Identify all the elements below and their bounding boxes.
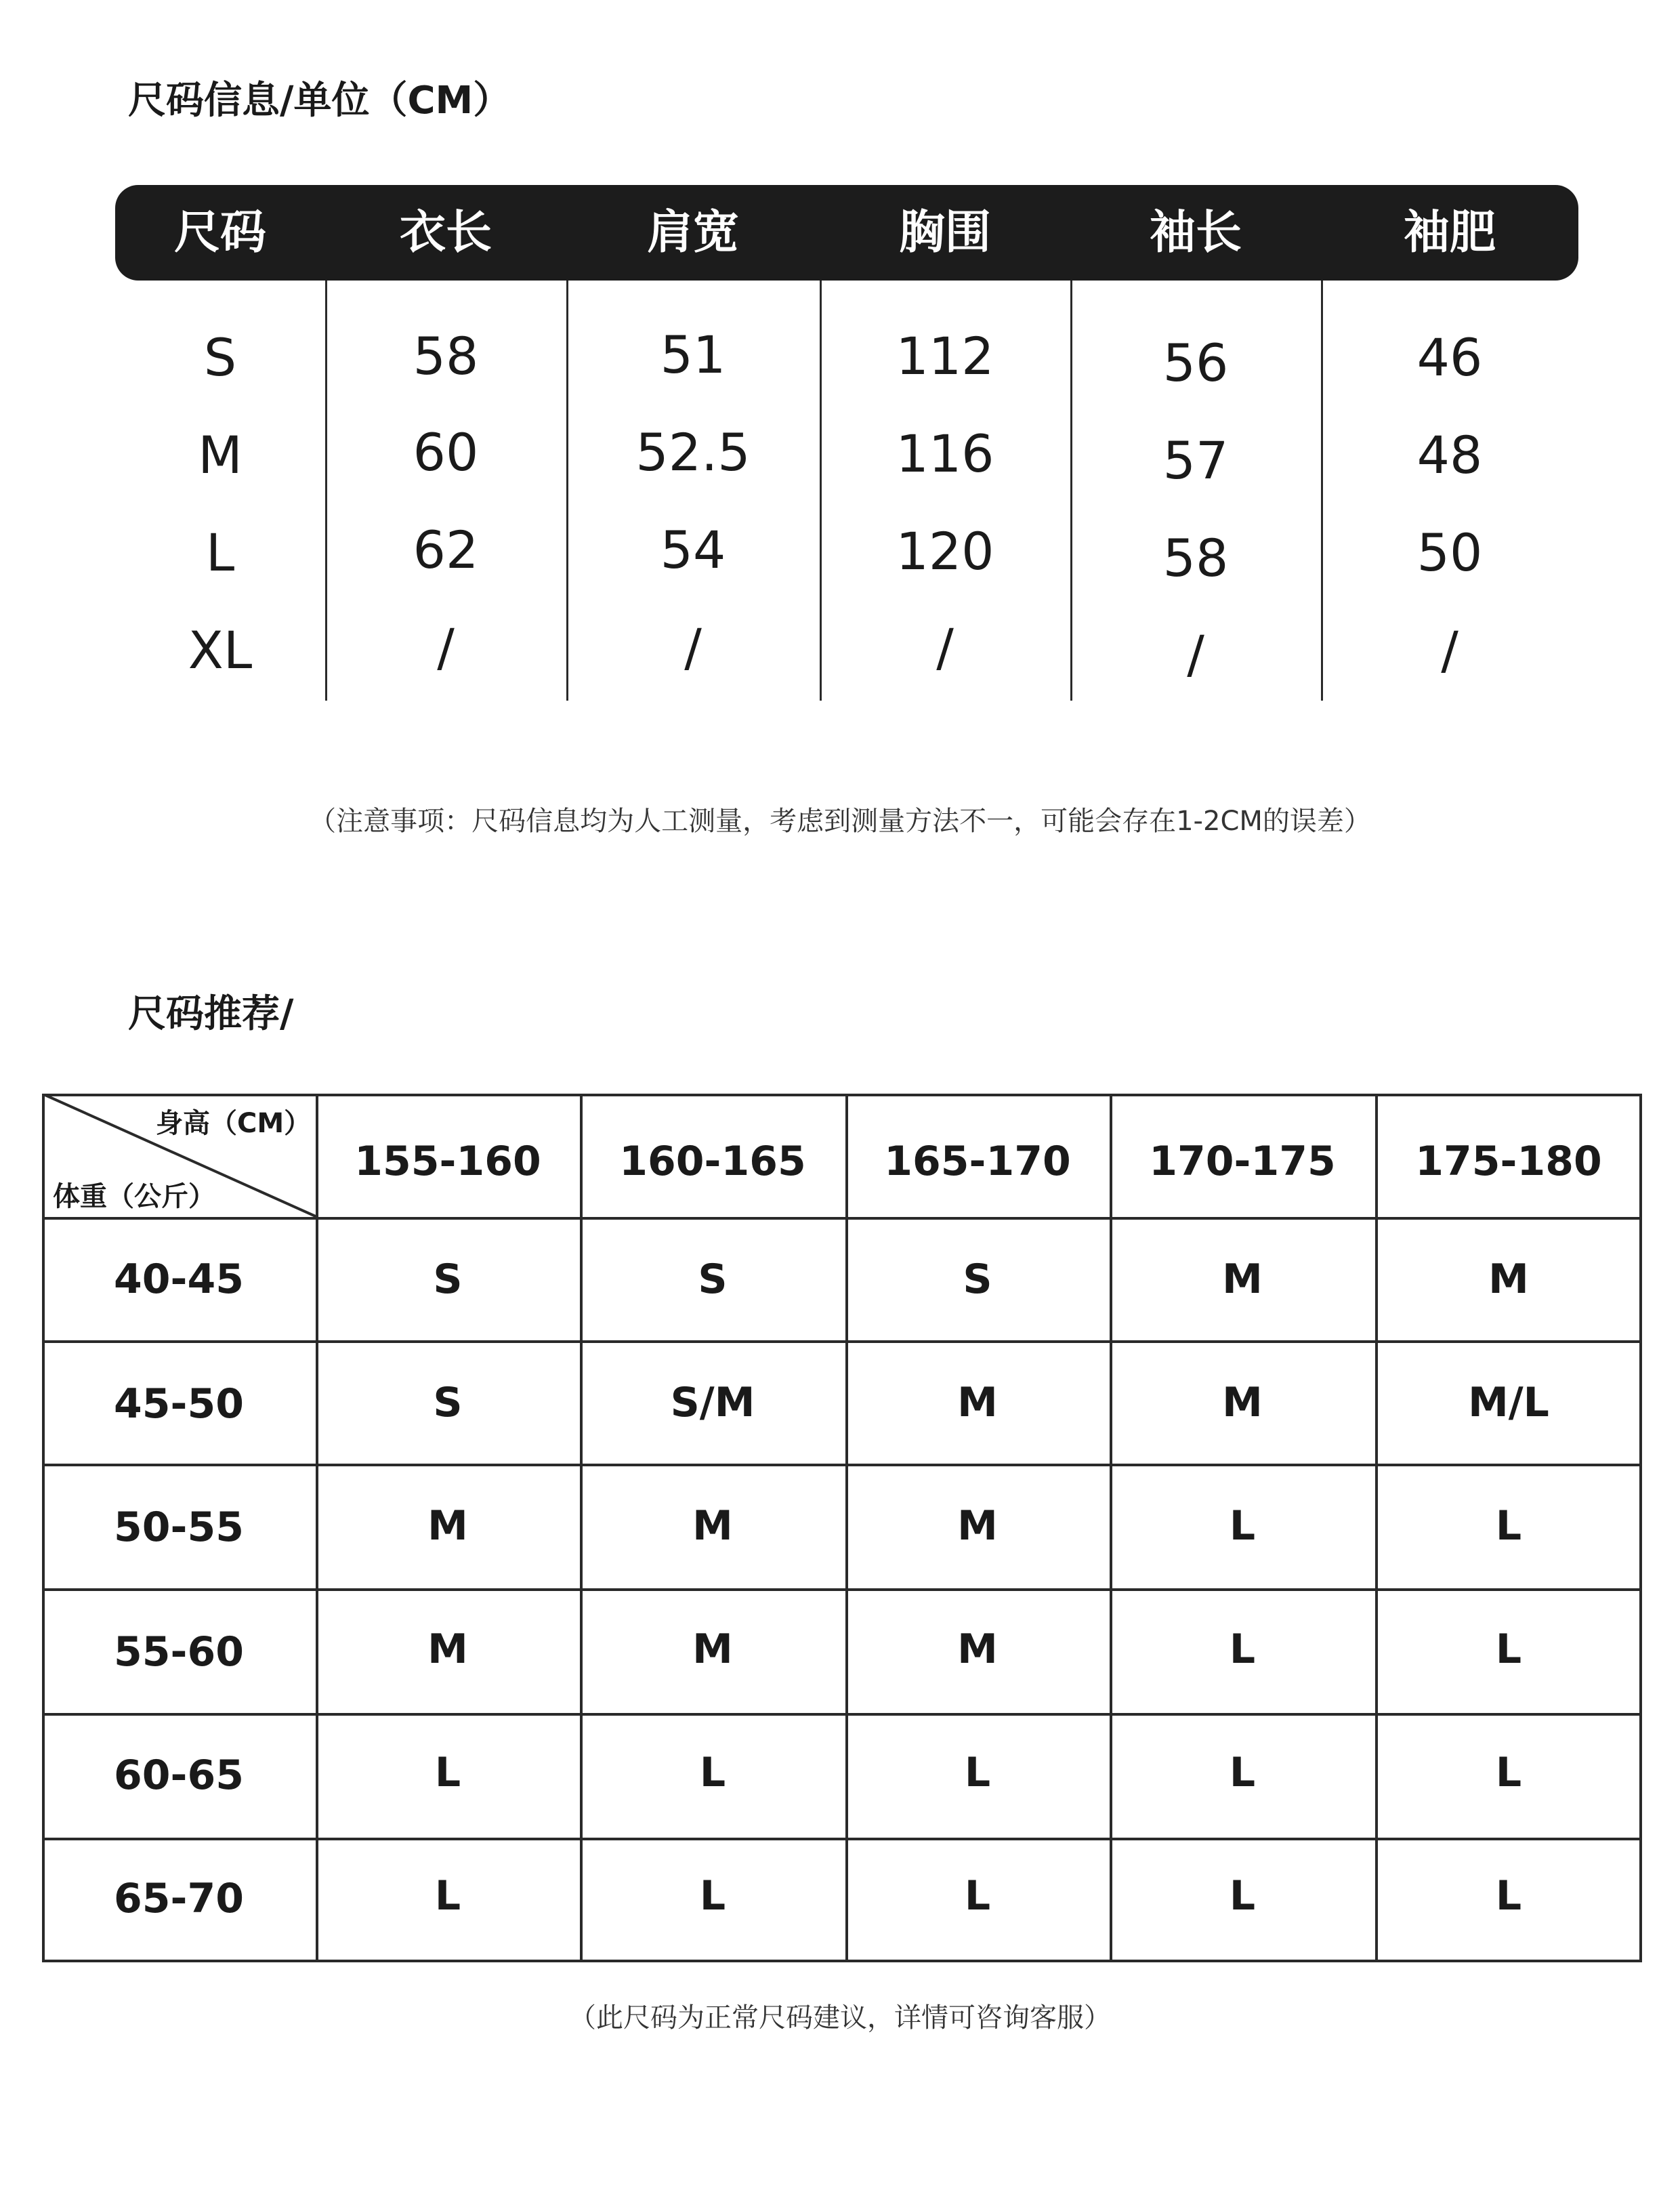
chest-value: 112 <box>896 326 994 386</box>
shoulder-value: / <box>684 617 702 678</box>
recommended-size: L <box>434 1749 461 1796</box>
recommended-size: M/L <box>1468 1379 1549 1426</box>
recommended-size: M <box>427 1626 468 1673</box>
sleeve-length-value: / <box>1187 624 1204 684</box>
recommended-size: M <box>692 1502 733 1550</box>
height-range-header: 175-180 <box>1415 1138 1602 1185</box>
grid-row-line <box>42 1340 1642 1343</box>
length-value: 62 <box>413 520 479 580</box>
height-range-header: 160-165 <box>619 1138 806 1185</box>
header-length: 衣长 <box>399 206 492 260</box>
recommended-size: M <box>957 1626 998 1673</box>
shoulder-value: 52.5 <box>635 422 751 482</box>
sleeve-width-value: 50 <box>1416 522 1483 583</box>
recommended-size: L <box>1495 1502 1522 1550</box>
header-sleeve-width: 袖肥 <box>1403 206 1496 260</box>
corner-weight-label: 体重（公斤） <box>53 1181 215 1212</box>
recommended-size: S <box>698 1256 728 1303</box>
recommended-size: L <box>1229 1626 1256 1673</box>
recommended-size: S <box>963 1256 992 1303</box>
recommended-size: L <box>964 1872 991 1920</box>
recommended-size: M <box>1222 1256 1263 1303</box>
size-info-title: 尺码信息/单位（CM） <box>128 79 511 123</box>
recommended-size: L <box>1229 1872 1256 1920</box>
length-value: 60 <box>413 422 479 482</box>
height-range-header: 155-160 <box>354 1138 541 1185</box>
height-range-header: 170-175 <box>1149 1138 1336 1185</box>
recommended-size: L <box>1495 1749 1522 1796</box>
recommended-size: M <box>1222 1379 1263 1426</box>
measurement-note: （注意事项：尺码信息均为人工测量，考虑到测量方法不一，可能会存在1-2CM的误差） <box>309 806 1371 837</box>
header-sleeve-length: 袖长 <box>1149 206 1242 260</box>
weight-range-label: 55-60 <box>114 1628 244 1676</box>
grid-row-line <box>42 1588 1642 1591</box>
recommended-size: M <box>427 1502 468 1550</box>
recommended-size: L <box>1495 1872 1522 1920</box>
recommended-size: L <box>434 1872 461 1920</box>
weight-range-label: 40-45 <box>114 1256 244 1303</box>
corner-height-label: 身高（CM） <box>156 1108 312 1139</box>
chest-value: / <box>936 617 954 678</box>
weight-range-label: 65-70 <box>114 1875 244 1922</box>
recommended-size: S/M <box>670 1379 755 1426</box>
chest-value: 120 <box>896 521 994 581</box>
length-value: / <box>437 617 455 678</box>
recommended-size: M <box>1488 1256 1529 1303</box>
sleeve-length-value: 58 <box>1162 528 1229 588</box>
recommended-size: M <box>957 1379 998 1426</box>
sleeve-width-value: 48 <box>1416 425 1483 485</box>
header-chest: 胸围 <box>898 206 991 260</box>
recommended-size: L <box>1495 1626 1522 1673</box>
recommended-size: L <box>1229 1749 1256 1796</box>
grid-row-line <box>42 1464 1642 1466</box>
height-range-header: 165-170 <box>884 1138 1071 1185</box>
size-label: M <box>198 425 243 485</box>
sleeve-width-value: / <box>1441 620 1458 680</box>
sleeve-length-value: 56 <box>1162 333 1229 393</box>
recommended-size: S <box>433 1256 463 1303</box>
grid-row-line <box>42 1838 1642 1840</box>
size-label: XL <box>188 620 253 680</box>
recommended-size: L <box>699 1749 726 1796</box>
recommended-size: M <box>692 1626 733 1673</box>
recommended-size: S <box>433 1379 463 1426</box>
recommended-size: L <box>1229 1502 1256 1550</box>
sleeve-length-value: 57 <box>1162 430 1229 491</box>
shoulder-value: 54 <box>660 520 726 580</box>
header-size: 尺码 <box>173 206 266 260</box>
sleeve-width-value: 46 <box>1416 327 1483 388</box>
weight-range-label: 60-65 <box>114 1752 244 1799</box>
recommended-size: L <box>699 1872 726 1920</box>
shoulder-value: 51 <box>660 325 726 385</box>
chest-value: 116 <box>896 423 994 484</box>
size-label: S <box>203 327 237 388</box>
header-shoulder: 肩宽 <box>646 206 739 260</box>
grid-row-line <box>42 1713 1642 1716</box>
weight-range-label: 50-55 <box>114 1504 244 1551</box>
recommended-size: M <box>957 1502 998 1550</box>
length-value: 58 <box>413 326 479 386</box>
weight-range-label: 45-50 <box>114 1380 244 1428</box>
recommendation-note: （此尺码为正常尺码建议，详情可咨询客服） <box>569 2002 1111 2033</box>
size-label: L <box>205 522 235 583</box>
recommended-size: L <box>964 1749 991 1796</box>
size-recommend-title: 尺码推荐/ <box>128 992 294 1036</box>
